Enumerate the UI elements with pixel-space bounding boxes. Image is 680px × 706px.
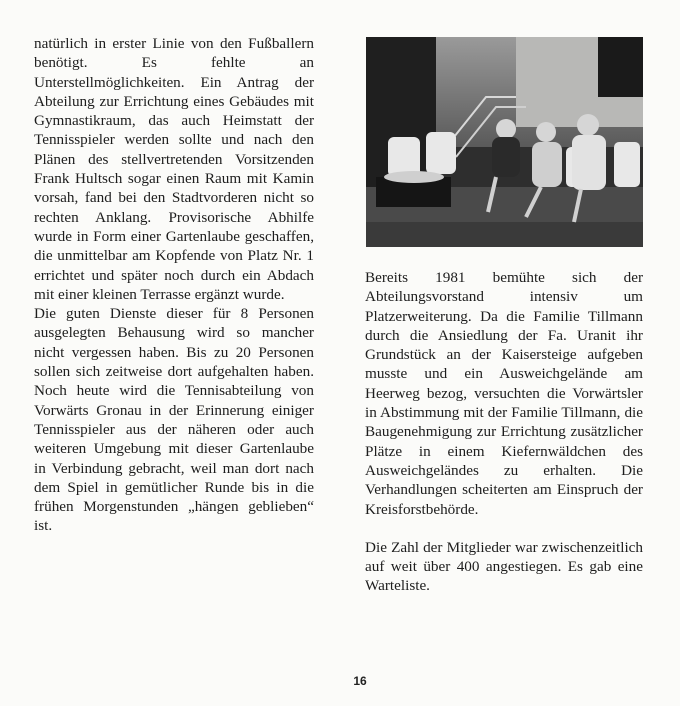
paragraph-gap	[365, 519, 643, 538]
page-number: 16	[353, 674, 367, 688]
photo-illustration	[366, 37, 643, 247]
left-text-column	[34, 34, 314, 536]
paragraph-platzerweiterung: Bereits 1981 bemühte sich der Abteilungsvorstand intensiv um Platzerweiterung. Da die Familie Tillmann durch die Ansiedlung der Fa. Uranit ihr Grundstück an der Kaisersteige aufgeben musste und ein Ausweichgelände am Heerweg bezog, versuchten die Vorwärtsler in Abstimmung mit der Familie Tillmann, die Baugenehmigung zur Errichtung zusätzlicher Plätze in einem Kiefernwäldchen des Ausweichgeländes zu erhalten. Die Verhandlungen scheiterten am Einspruch der Kreisforstbehörde.	[365, 269, 643, 518]
paragraph-mitglieder: Die Zahl der Mitglieder war zwischenzeitlich auf weit über 400 angestiegen. Es gab eine Warteliste.	[365, 538, 643, 595]
right-text-column	[365, 268, 643, 596]
paragraph-behausung: Die guten Dienste dieser für 8 Personen ausgelegten Behausung wird so mancher nicht vergessen haben. Bis zu 20 Personen sollen sich zeitweise dort aufgehalten haben. Noch heute wird die Tennisabteilung von Vorwärts Gronau in der Erinnerung einiger Tennisspieler aus der näheren oder auch weiteren Umgebung mit dieser Gartenlaube in Verbindung gebracht, weil man dort nach dem Spiel in gemütlicher Runde bis in die frühen Morgenstunden „hängen geblieben“ ist.	[34, 305, 314, 535]
paragraph-gartenlaube: natürlich in erster Linie von den Fußballern benötigt. Es fehlte an Unterstellmöglichkeiten. Ein Antrag der Abteilung zur Errichtung eines Gebäudes mit Gymnastikraum, das auch Heimstatt der Tennisspieler werden sollte und nach den Plänen des stellvertretenden Vorsitzenden Frank Hultsch sogar einen Raum mit Kamin vorsah, fand bei den Stadtvorderen nicht so rechten Anklang. Provisorische Abhilfe wurde in Form einer Gartenlaube geschaffen, die unmittelbar am Kopfende von Platz Nr. 1 errichtet und später noch durch ein Abdach mit einer kleinen Terrasse ergänzt wurde.	[34, 35, 314, 303]
photo-terrace-chairs	[366, 37, 643, 247]
